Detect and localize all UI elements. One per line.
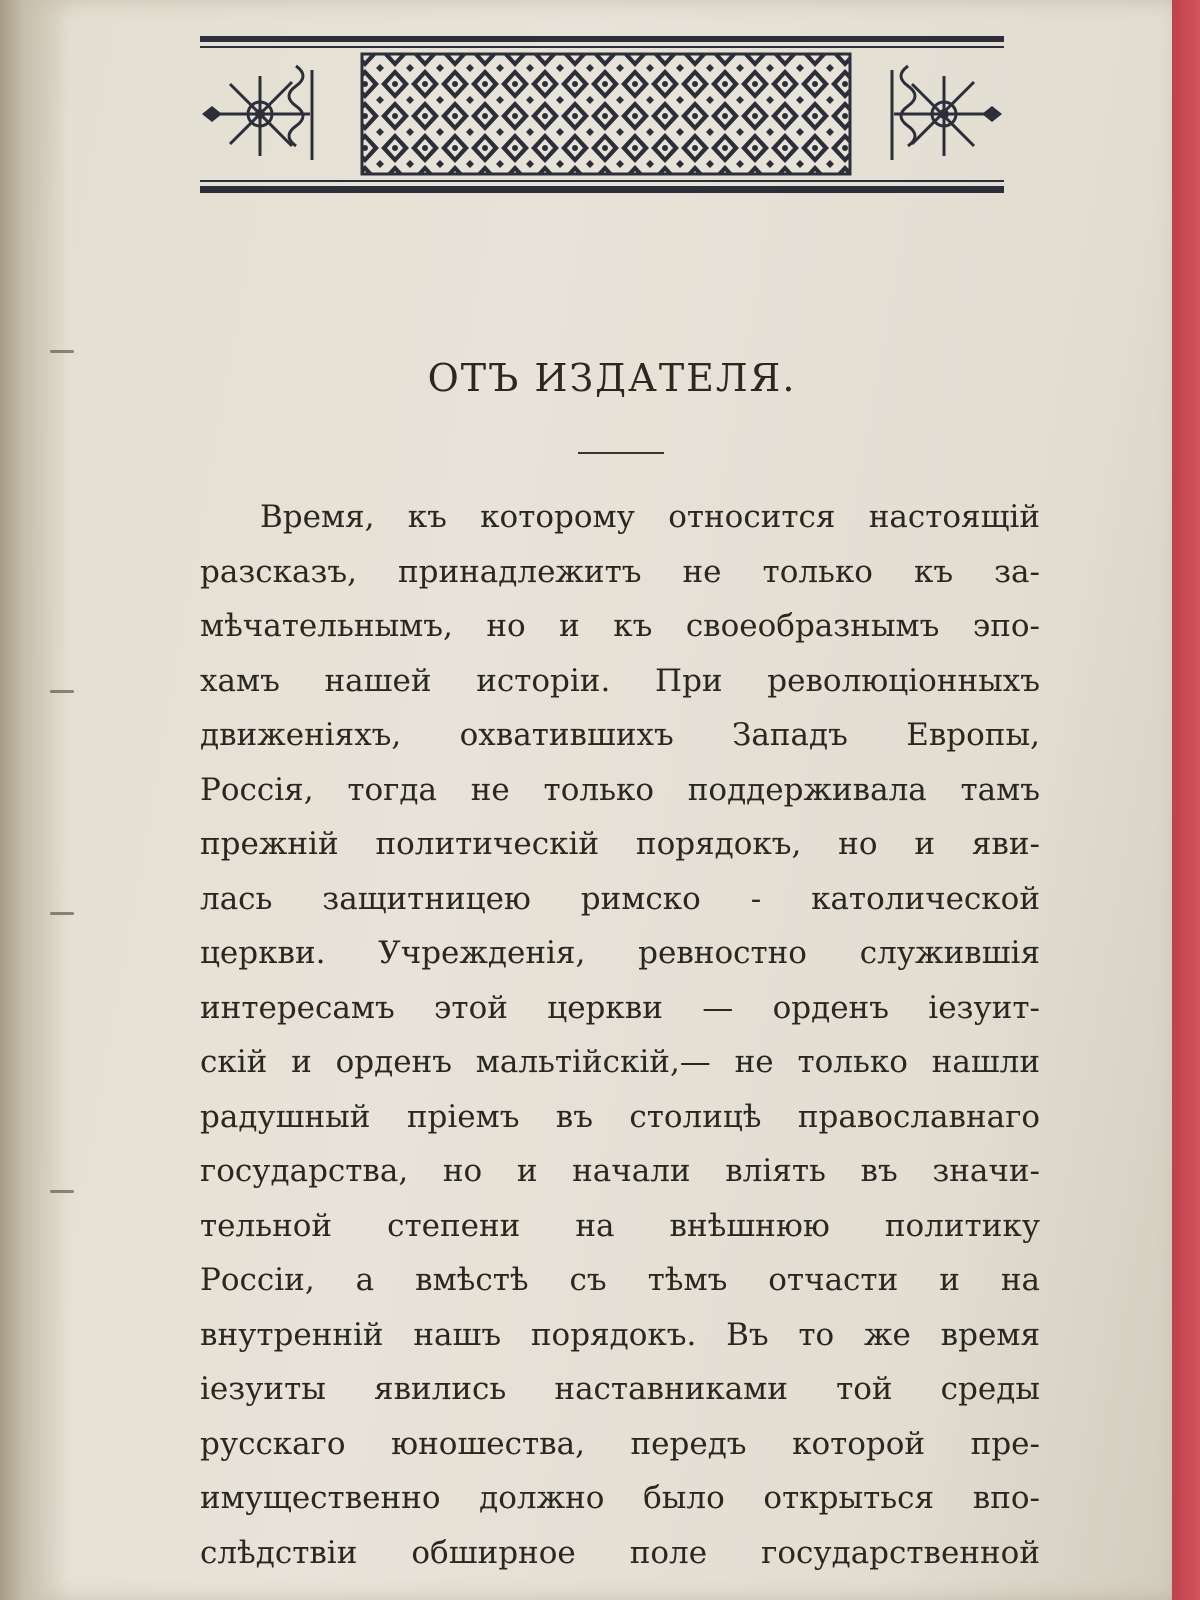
text-line: радушный пріемъ въ столицѣ православнаго bbox=[200, 1098, 1040, 1135]
text-line: движеніяхъ, охватившихъ Западъ Европы, bbox=[200, 717, 1040, 753]
text-line: прежній политическій порядокъ, но и яви- bbox=[200, 826, 1040, 862]
text-line: интересамъ этой церкви — орденъ іезуит- bbox=[200, 989, 1040, 1026]
binding-stitch bbox=[50, 1190, 74, 1193]
text-line: Время, къ которому относится настоящій bbox=[260, 499, 1040, 535]
right-flourish-icon bbox=[892, 66, 984, 160]
section-heading: ОТЪ ИЗДАТЕЛЯ. bbox=[427, 356, 797, 400]
body-text bbox=[200, 490, 1040, 1580]
left-flourish-icon bbox=[220, 66, 312, 160]
text-line: хамъ нашей исторіи. При революціонныхъ bbox=[200, 662, 1040, 699]
text-line: лась защитницею римско - католической bbox=[200, 880, 1040, 917]
text-line: имущественно должно было открыться впо- bbox=[200, 1480, 1040, 1516]
heading-divider bbox=[578, 452, 664, 454]
text-line: тельной степени на внѣшнюю политику bbox=[200, 1207, 1040, 1244]
text-line: мѣчательнымъ, но и къ своеобразнымъ эпо- bbox=[200, 608, 1040, 644]
text-line: разсказъ, принадлежитъ не только къ за- bbox=[200, 553, 1040, 590]
binding-stitch bbox=[50, 912, 74, 915]
binding-stitch bbox=[50, 350, 74, 353]
text-line: русскаго юношества, передъ которой пре- bbox=[200, 1425, 1040, 1462]
text-line: скій и орденъ мальтійскій,— не только нашли bbox=[200, 1044, 1040, 1080]
binding-stitch bbox=[50, 690, 74, 693]
text-line: Россія, тогда не только поддерживала тамъ bbox=[200, 771, 1040, 808]
decorative-headpiece bbox=[200, 36, 1024, 198]
text-line: внутренній нашъ порядокъ. Въ то же время bbox=[200, 1316, 1040, 1353]
book-binding-gutter bbox=[0, 0, 70, 1600]
text-line: Россіи, а вмѣстѣ съ тѣмъ отчасти и на bbox=[200, 1262, 1040, 1298]
text-line: церкви. Учрежденія, ревностно служившія bbox=[200, 935, 1040, 971]
text-line: іезуиты явились наставниками той среды bbox=[200, 1371, 1040, 1407]
text-line: слѣдствіи обширное поле государственной bbox=[200, 1534, 1040, 1571]
text-line: государства, но и начали вліять въ значи- bbox=[200, 1153, 1040, 1189]
